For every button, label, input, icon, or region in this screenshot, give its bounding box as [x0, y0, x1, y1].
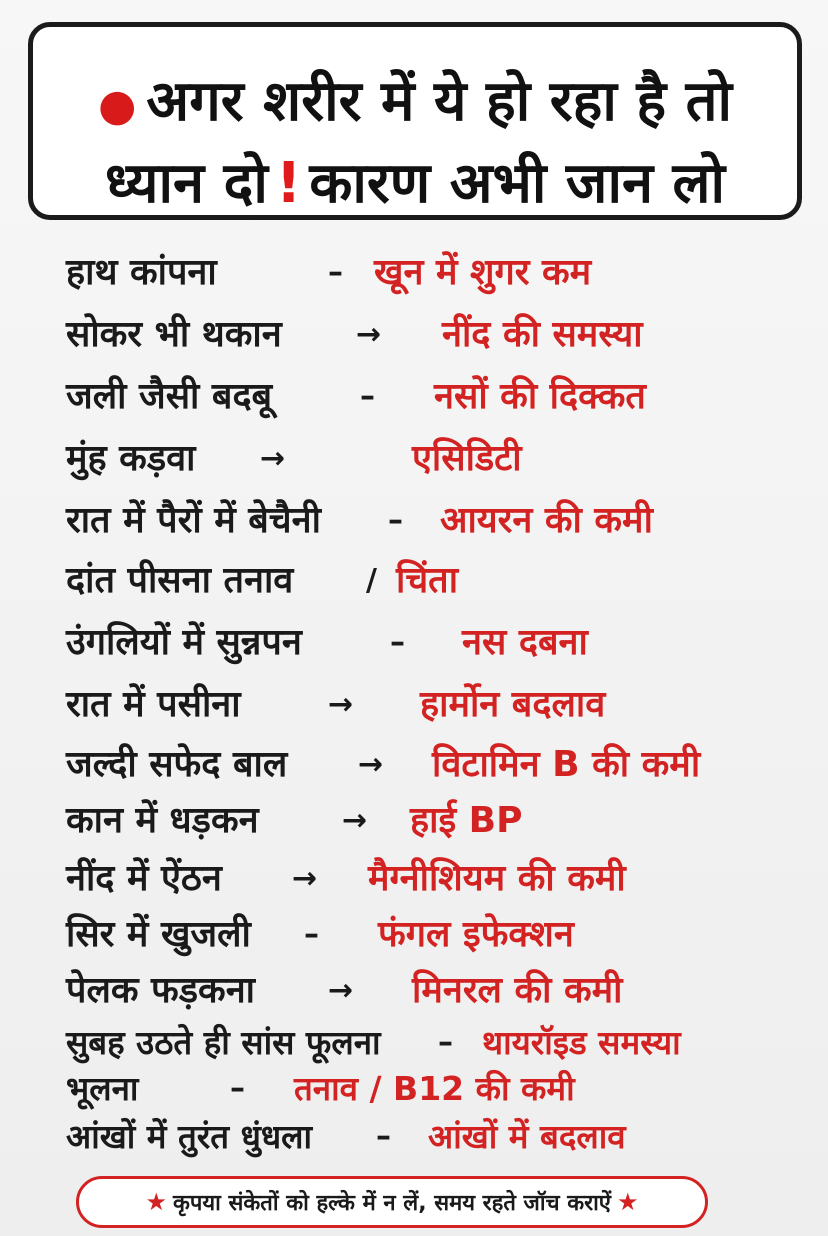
cause-text: विटामिन B की कमी: [432, 744, 701, 785]
cause-text: एसिडिटी: [412, 438, 522, 479]
symptom-text: भूलना: [66, 1069, 139, 1108]
symptom-text: सुबह उठते ही सांस फूलना: [66, 1023, 381, 1062]
title-line-2: [33, 149, 797, 219]
symptom-text: हाथ कांपना: [66, 252, 217, 293]
cause-text: मैग्नीशियम की कमी: [368, 858, 626, 899]
cause-text: तनाव / B12 की कमी: [294, 1069, 575, 1108]
separator: –: [438, 1025, 453, 1060]
separator: →: [260, 441, 286, 476]
separator: –: [390, 625, 405, 660]
cause-text: नसों की दिक्कत: [434, 376, 646, 417]
exclamation-mark: !: [275, 151, 302, 216]
warning-text: कृपया संकेतों को हल्के में न लें, समय रहते जॉच कराऐं: [173, 1191, 611, 1216]
symptom-text: जल्दी सफेद बाल: [66, 744, 288, 785]
separator: –: [328, 255, 343, 290]
symptom-text: जली जैसी बदबू: [66, 376, 273, 417]
separator: →: [328, 687, 354, 722]
separator: →: [328, 973, 354, 1008]
separator: →: [292, 861, 318, 896]
title-text-2a: ध्यान दो: [104, 151, 268, 216]
separator: –: [230, 1071, 245, 1106]
separator: →: [342, 803, 368, 838]
separator: /: [366, 563, 377, 598]
symptom-text: सोकर भी थकान: [66, 314, 282, 355]
title-text-1: अगर शरीर में ये हो रहा है तो: [146, 69, 732, 134]
separator: –: [304, 917, 319, 952]
symptom-text: मुंह कड़वा: [66, 438, 196, 479]
symptom-text: रात में पसीना: [66, 684, 241, 725]
cause-text: मिनरल की कमी: [412, 970, 623, 1011]
cause-text: हार्मोन बदलाव: [420, 684, 606, 725]
cause-text: खून में शुगर कम: [374, 252, 592, 293]
symptom-text: पेलक फड़कना: [66, 970, 256, 1011]
symptom-text: सिर में खुजली: [66, 914, 251, 955]
symptom-text: नींद में ऐंठन: [66, 858, 222, 899]
symptom-text: कान में धड़कन: [66, 800, 259, 841]
separator: –: [360, 379, 375, 414]
title-box: [28, 22, 802, 220]
cause-text: हाई BP: [410, 800, 523, 841]
symptom-text: दांत पीसना तनाव: [66, 560, 294, 601]
cause-text: फंगल इफेक्शन: [378, 914, 574, 955]
cause-text: आंखों में बदलाव: [428, 1117, 626, 1156]
bullet-dot-icon: ●: [98, 80, 137, 131]
separator: →: [358, 747, 384, 782]
symptom-text: रात में पैरों में बेचैनी: [66, 500, 321, 541]
star-icon: ★: [145, 1188, 168, 1216]
cause-text: थायरॉइड समस्या: [482, 1023, 681, 1062]
symptom-text: उंगलियों में सुन्नपन: [66, 622, 302, 663]
cause-text: आयरन की कमी: [440, 500, 653, 541]
cause-text: नींद की समस्या: [442, 314, 643, 355]
cause-text: चिंता: [396, 560, 459, 601]
star-icon: ★: [616, 1188, 639, 1216]
separator: –: [376, 1119, 391, 1154]
title-text-2b: कारण अभी जान लो: [309, 151, 726, 216]
cause-text: नस दबना: [462, 622, 588, 663]
separator: –: [388, 503, 403, 538]
title-line-1: [33, 67, 797, 141]
warning-banner: [76, 1176, 708, 1228]
symptom-text: आंखों में तुरंत धुंधला: [66, 1117, 313, 1156]
separator: →: [356, 317, 382, 352]
